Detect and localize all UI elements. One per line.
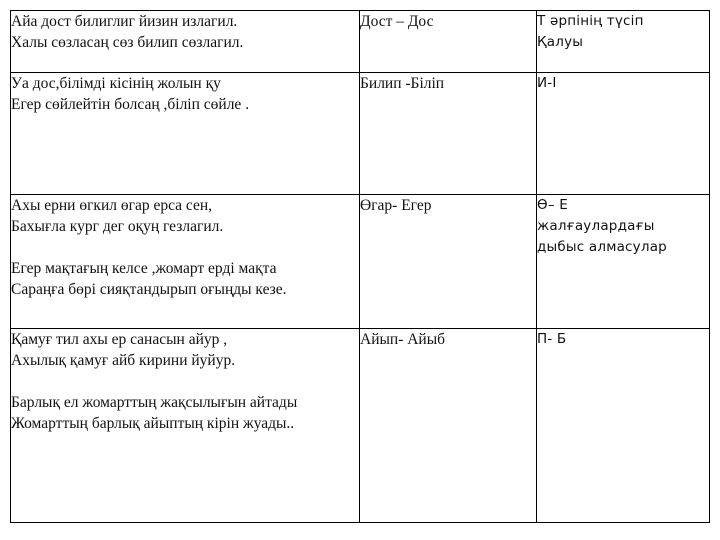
comparison-table — [10, 10, 710, 523]
table-row — [11, 11, 710, 73]
word-pair: Өгар- Егер — [360, 197, 432, 214]
text-cell — [11, 195, 360, 329]
verse-line: Егер мақтағың келсе ,жомарт ерді мақта — [11, 260, 277, 277]
word-cell — [360, 329, 537, 523]
verse-line: Халы сөзласаң сөз билип сөзлагил. — [11, 34, 244, 51]
verse-line: Егер сөйлейтін болсаң ,біліп сөйле . — [11, 96, 250, 113]
verse-line: Сараңға бөрі сияқтандырып оғыңды кезе. — [11, 281, 287, 298]
rule-cell — [537, 73, 710, 195]
word-cell — [360, 73, 537, 195]
rule-cell — [537, 195, 710, 329]
text-cell — [11, 329, 360, 523]
rule-line: И-І — [537, 75, 557, 91]
verse-line: Бахығла кург дег оқуң гезлагил. — [11, 218, 224, 235]
rule-line: П- Б — [537, 331, 567, 347]
text-cell — [11, 73, 360, 195]
word-pair: Билип -Біліп — [360, 75, 445, 92]
word-cell — [360, 195, 537, 329]
rule-line: Қалуы — [537, 34, 584, 50]
word-pair: Айып- Айыб — [360, 331, 446, 348]
verse-line: Барлық ел жомарттың жақсылығын айтады — [11, 394, 298, 411]
spacer — [11, 371, 359, 392]
rule-cell — [537, 329, 710, 523]
word-pair: Дост – Дос — [360, 13, 434, 30]
rule-line: жалғаулардағы — [537, 218, 655, 234]
rule-line: Ө– Е — [537, 197, 568, 213]
verse-line: Айа дост билиглиг йизин излагил. — [11, 13, 238, 30]
table-row — [11, 329, 710, 523]
rule-cell — [537, 11, 710, 73]
table-row — [11, 73, 710, 195]
rule-line: дыбыс алмасулар — [537, 239, 667, 255]
text-cell — [11, 11, 360, 73]
rule-line: Т әрпінің түсіп — [537, 13, 644, 29]
verse-line: Ахылық қамуғ айб кирини йуйур. — [11, 352, 236, 369]
verse-line: Қамуғ тил ахы ер санасын айур , — [11, 331, 228, 348]
spacer — [11, 237, 359, 258]
verse-line: Ахы ерни өгкил өгар ерса сен, — [11, 197, 213, 214]
table-row — [11, 195, 710, 329]
verse-line: Жомарттың барлық айыптың кірін жуады.. — [11, 415, 295, 432]
word-cell — [360, 11, 537, 73]
verse-line: Уа дос,білімді кісінің жолын қу — [11, 75, 221, 92]
